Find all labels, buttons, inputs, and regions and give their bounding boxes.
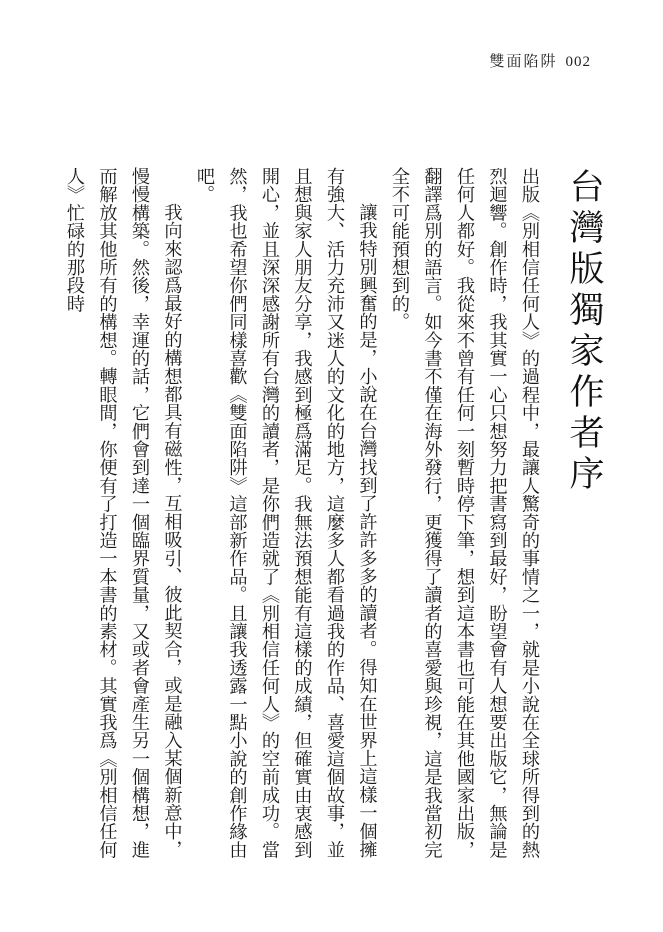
page-number: 002 (565, 54, 591, 70)
paragraph: 我向來認爲最好的構想都具有磁性，互相吸引、彼此契合，或是融入某個新意中，慢慢構築。然後，幸運的話，它們會到達一個臨界質量，又或者會產生另一個構想，進而解放其他所有的構想。轉眼間，你便有了打造一本書的素材。其實我爲《別相信任何人》忙碌的那段時 (64, 167, 183, 859)
body-text (58, 167, 546, 867)
running-header (489, 50, 591, 71)
paragraph: 出版《別相信任何人》的過程中，最讓人驚奇的事情之一，就是小說在全球所得到的熱烈迴響。創作時，我其實一心只想努力把書寫到最好，盼望會有人想要出版它，無論是任何人都好。我從來不曾有任何一刻暫時停下筆，想到這本書也可能在其他國家出版，翻譯爲別的語言。如今書不僅在海外發行，更獲得了讀者的喜愛與珍視，這是我當初完全不可能預想到的。 (389, 167, 540, 859)
page-title: 台灣版獨家作者序 (564, 168, 604, 496)
paragraph: 讓我特別興奮的是，小說在台灣找到了許許多多的讀者。得知在世界上這樣一個擁有強大、活力充沛又迷人的文化的地方，這麼多人都看過我的作品、喜愛這個故事，並且想與家人朋友分享，我感到極爲滿足。我無法預想能有這樣的成績，但確實由衷感到開心，並且深深感謝所有台灣的讀者，是你們造就了《別相信任何人》的空前成功。當然，我也希望你們同樣喜歡《雙面陷阱》這部新作品。且讓我透露一點小說的創作緣由吧。 (194, 167, 378, 859)
book-title: 雙面陷阱 (489, 52, 558, 70)
